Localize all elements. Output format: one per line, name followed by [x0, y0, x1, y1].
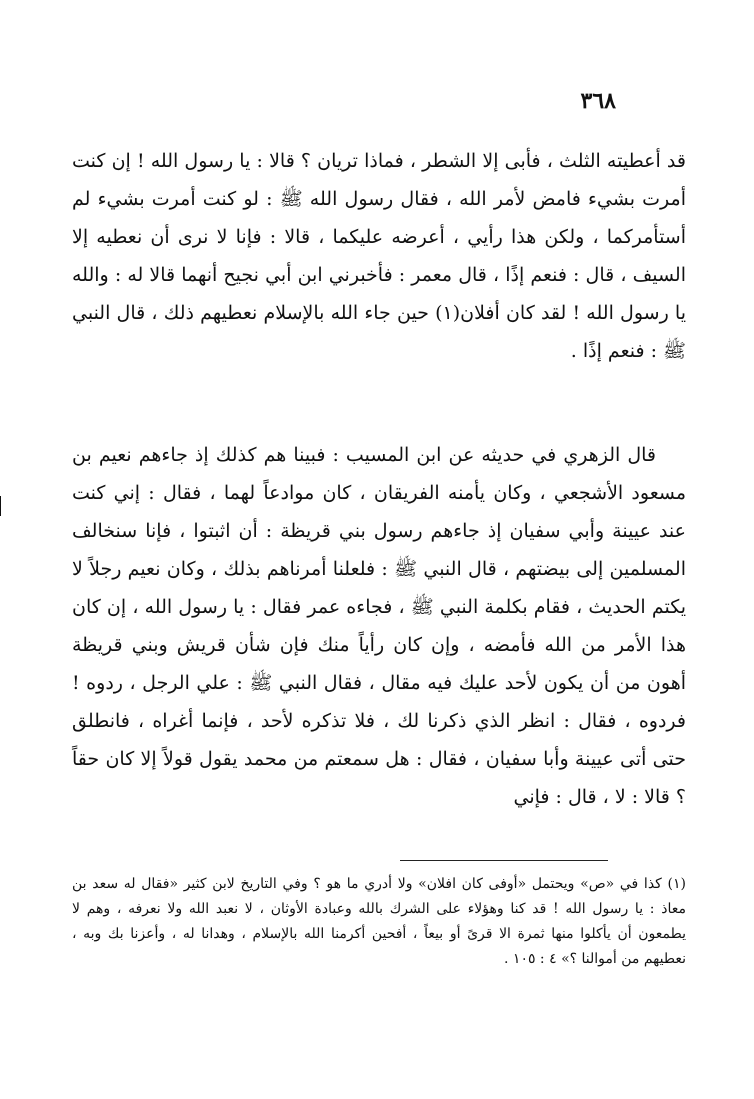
footnotes	[72, 872, 686, 1000]
page-number: ٣٦٨	[580, 88, 616, 114]
main-paragraph-1	[72, 142, 686, 414]
paragraph-text: قد أعطيته الثلث ، فأبى إلا الشطر ، فماذا تريان ؟ قالا : يا رسول الله ! إن كنت أمرت بشيء فامض لأمر الله ، فقال رسول الله ﷺ : لو كنت أمرت بشيء لم أستأمركما ، ولكن هذا رأيي ، أعرضه عليكما ، قالا : فإنا لا نرى أن نعطيه إلا السيف ، قال : فنعم إذًا ، قال معمر : فأخبرني ابن أبي نجيح أنهما قالا له : والله يا رسول الله ! لقد كان أفلان(١) حين جاء الله بالإسلام نعطيهم ذلك ، قال النبي ﷺ : فنعم إذًا .	[72, 150, 686, 362]
main-paragraph-2	[72, 436, 686, 860]
margin-mark	[0, 496, 1, 516]
footnote-1: (١) كذا في «ص» ويحتمل «أوفى كان افلان» ولا أدري ما هو ؟ وفي التاريخ لابن كثير «فقال له سعد بن معاذ : يا رسول الله ! قد كنا وهؤلاء على الشرك بالله وعبادة الأوثان ، لا نعبد الله ولا نعرفه ، وهم لا يطمعون أن يأكلوا منها ثمرة الا قرىً أو بيعاً ، أفحين أكرمنا الله بالإسلام ، وهدانا له ، وأعزنا بك وبه ، نعطيهم من أموالنا ؟» ٤ : ١٠٥ .	[72, 876, 686, 967]
footnote-divider	[400, 860, 608, 861]
paragraph-text: قال الزهري في حديثه عن ابن المسيب : فبينا هم كذلك إذ جاءهم نعيم بن مسعود الأشجعي ، وكان يأمنه الفريقان ، كان موادعاً لهما ، فقال : إني كنت عند عيينة وأبي سفيان إذ جاءهم رسول بني قريظة : أن اثبتوا ، فإنا سنخالف المسلمين إلى بيضتهم ، قال النبي ﷺ : فلعلنا أمرناهم بذلك ، وكان نعيم رجلاً لا يكتم الحديث ، فقام بكلمة النبي ﷺ ، فجاءه عمر فقال : يا رسول الله ، إن كان هذا الأمر من الله فأمضه ، وإن كان رأياً منك فإن شأن قريش وبني قريظة أهون من أن يكون لأحد عليك فيه مقال ، فقال النبي ﷺ : علي الرجل ، ردوه ! فردوه ، فقال : انظر الذي ذكرنا لك ، فلا تذكره لأحد ، فإنما أغراه ، فانطلق حتى أتى عيينة وأبا سفيان ، فقال : هل سمعتم من محمد يقول قولاً إلا كان حقاً ؟ قالا : لا ، قال : فإني	[72, 444, 686, 808]
